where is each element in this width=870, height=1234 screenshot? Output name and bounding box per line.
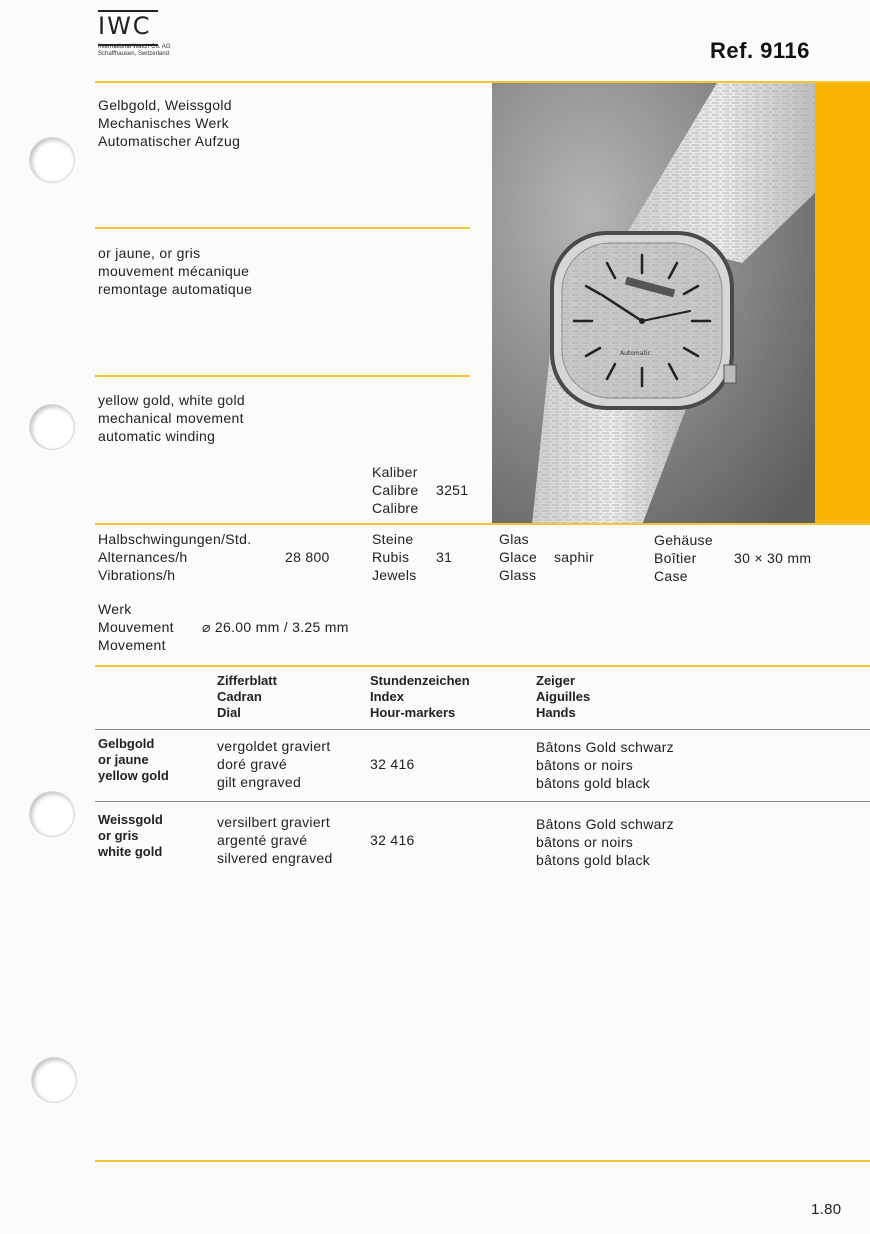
case-value: 30 × 30 mm bbox=[734, 550, 812, 566]
vibrations-value: 28 800 bbox=[285, 549, 330, 565]
description-french: or jaune, or gris mouvement mécanique remontage automatique bbox=[98, 245, 253, 297]
rule-after-french bbox=[95, 375, 470, 377]
reference-number: Ref. 9116 bbox=[710, 38, 810, 63]
row-material: Weissgold or gris white gold bbox=[98, 812, 163, 859]
row-material: Gelbgold or jaune yellow gold bbox=[98, 736, 169, 783]
watch-illustration bbox=[492, 83, 815, 525]
jewels-value: 31 bbox=[436, 549, 453, 565]
case-label: Gehäuse Boîtier Case bbox=[654, 532, 713, 584]
row-dial: versilbert graviert argenté gravé silvered engraved bbox=[217, 814, 333, 866]
jewels-label: Steine Rubis Jewels bbox=[372, 531, 417, 583]
header-hour-markers: Stundenzeichen Index Hour-markers bbox=[370, 673, 470, 720]
watch-photo bbox=[492, 83, 815, 525]
row-hands: Bâtons Gold schwarz bâtons or noirs bâtons gold black bbox=[536, 816, 674, 868]
page-number: 1.80 bbox=[811, 1201, 842, 1218]
movement-value: ⌀ 26.00 mm / 3.25 mm bbox=[202, 619, 349, 635]
iwc-logo: IWC bbox=[98, 10, 158, 46]
rule-after-german bbox=[95, 227, 470, 229]
description-english: yellow gold, white gold mechanical movement automatic winding bbox=[98, 392, 245, 444]
punch-hole-3 bbox=[30, 792, 74, 836]
row-index: 32 416 bbox=[370, 832, 415, 848]
punch-hole-2 bbox=[30, 405, 74, 449]
rule-specs bbox=[95, 523, 870, 525]
dial-text: Automatic bbox=[620, 350, 651, 357]
rule-header bbox=[95, 729, 870, 730]
company-address: International Watch Co. AG Schaffhausen, Switzerland bbox=[98, 44, 171, 57]
rule-table-top bbox=[95, 665, 870, 667]
row-hands: Bâtons Gold schwarz bâtons or noirs bâtons gold black bbox=[536, 739, 674, 791]
rule-bottom bbox=[95, 1160, 870, 1162]
glass-label: Glas Glace Glass bbox=[499, 531, 538, 583]
calibre-value: 3251 bbox=[436, 482, 469, 498]
punch-hole-1 bbox=[30, 138, 74, 182]
row-dial: vergoldet graviert doré gravé gilt engraved bbox=[217, 738, 331, 790]
header-hands: Zeiger Aiguilles Hands bbox=[536, 673, 591, 720]
calibre-label: Kaliber Calibre Calibre bbox=[372, 464, 419, 516]
vibrations-label: Halbschwingungen/Std. Alternances/h Vibrations/h bbox=[98, 531, 252, 583]
punch-hole-4 bbox=[32, 1058, 76, 1102]
yellow-band bbox=[815, 83, 870, 525]
glass-value: saphir bbox=[554, 549, 594, 565]
movement-label: Werk Mouvement Movement bbox=[98, 601, 174, 653]
rule-row bbox=[95, 801, 870, 802]
row-index: 32 416 bbox=[370, 756, 415, 772]
description-german: Gelbgold, Weissgold Mechanisches Werk Automatischer Aufzug bbox=[98, 97, 241, 149]
header-dial: Zifferblatt Cadran Dial bbox=[217, 673, 277, 720]
